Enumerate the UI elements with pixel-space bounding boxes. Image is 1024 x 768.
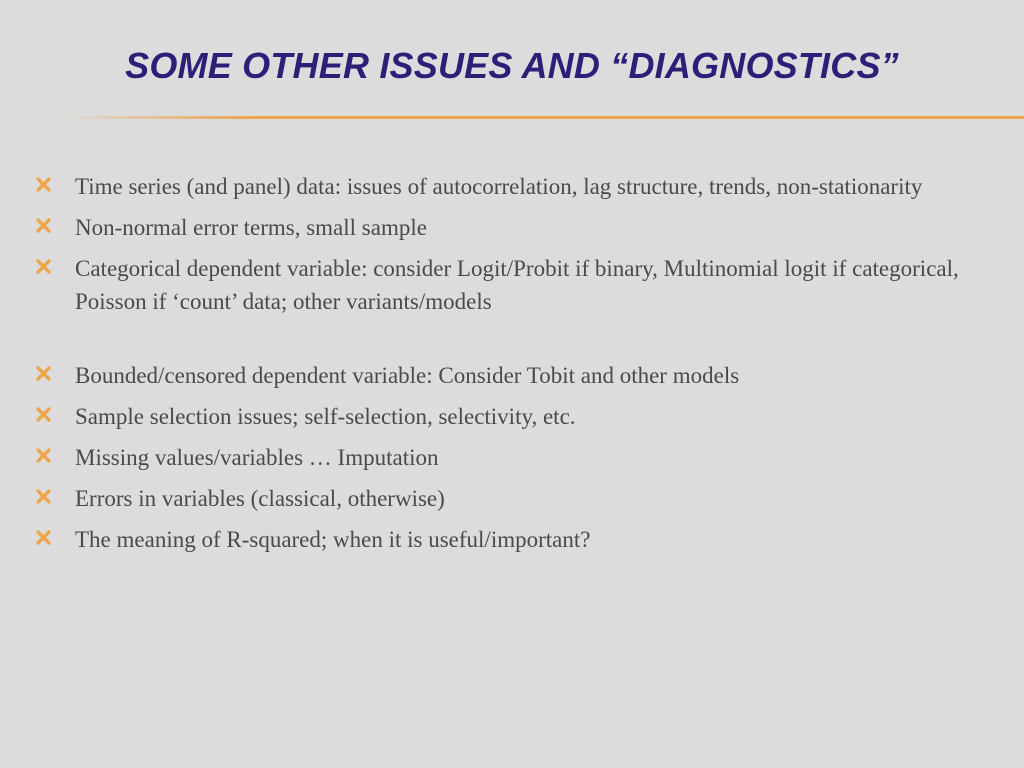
list-item: [36, 523, 1011, 556]
bullet-text: Missing values/variables … Imputation: [75, 445, 439, 470]
slide-title: SOME OTHER ISSUES AND “DIAGNOSTICS”: [125, 45, 899, 86]
x-mark-icon: [36, 530, 51, 545]
bullet-text: Bounded/censored dependent variable: Consider Tobit and other models: [75, 363, 740, 388]
list-item: [36, 400, 1011, 433]
bullet-list: [36, 170, 1011, 564]
bullet-text: Time series (and panel) data: issues of autocorrelation, lag structure, trends, non-stationarity: [75, 174, 923, 199]
list-item: [36, 252, 1011, 318]
list-item: [36, 441, 1011, 474]
bullet-text: Non-normal error terms, small sample: [75, 215, 427, 240]
x-mark-icon: [36, 489, 51, 504]
x-mark-icon: [36, 259, 51, 274]
x-mark-icon: [36, 177, 51, 192]
list-item: [36, 482, 1011, 515]
list-item: [36, 359, 1011, 392]
title-divider: [62, 116, 1024, 119]
bullet-text: Categorical dependent variable: consider Logit/Probit if binary, Multinomial logit if categorical, Poisson if ‘count’ data; other variants/models: [75, 256, 959, 314]
list-item: [36, 211, 1011, 244]
x-mark-icon: [36, 366, 51, 381]
x-mark-icon: [36, 407, 51, 422]
bullet-text: Errors in variables (classical, otherwise): [75, 486, 445, 511]
bullet-text: Sample selection issues; self-selection, selectivity, etc.: [75, 404, 576, 429]
x-mark-icon: [36, 448, 51, 463]
x-mark-icon: [36, 218, 51, 233]
list-item: [36, 170, 1011, 203]
bullet-text: The meaning of R-squared; when it is useful/important?: [75, 527, 591, 552]
